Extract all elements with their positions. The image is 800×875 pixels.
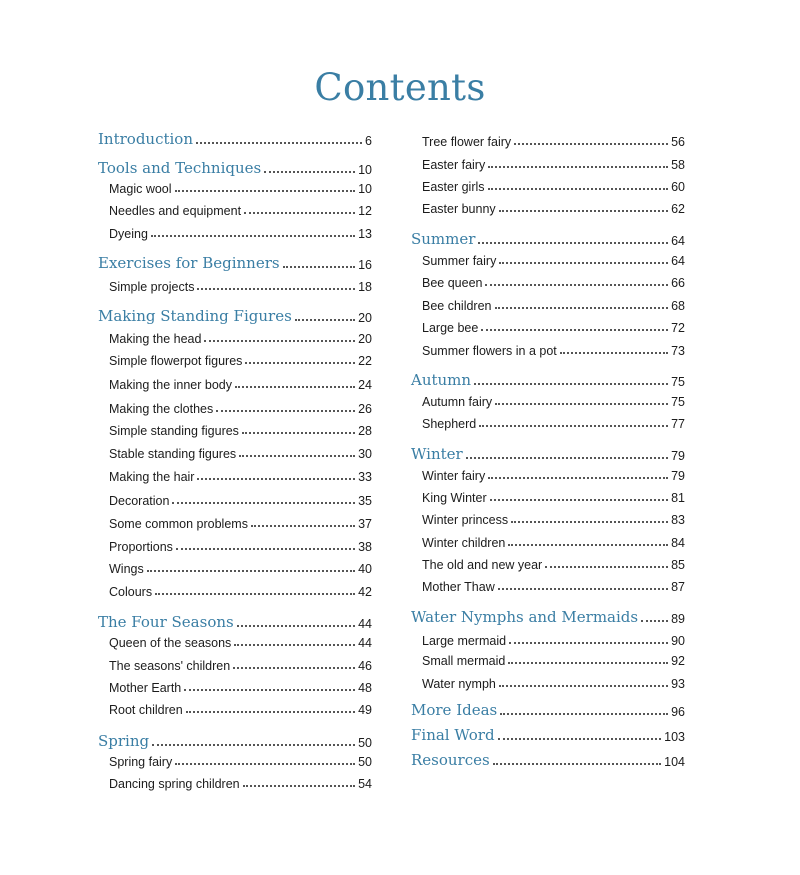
toc-section-title: Winter [411, 445, 463, 463]
toc-entry[interactable] [411, 528, 685, 550]
page-number: 6 [365, 134, 372, 148]
toc-entry[interactable] [98, 394, 372, 416]
dot-leader [242, 432, 355, 434]
page-number: 13 [358, 227, 372, 241]
page-number: 10 [358, 182, 372, 196]
dot-leader [175, 763, 355, 765]
toc-subentry-title: Water nymph [422, 677, 496, 691]
page-number: 93 [671, 677, 685, 691]
toc-subentry-title: Wings [109, 562, 144, 576]
toc-subentry-title: Colours [109, 585, 153, 599]
page-number: 35 [358, 494, 372, 508]
page-number: 60 [671, 180, 685, 194]
page-number: 18 [358, 280, 372, 294]
toc-subentry-title: Winter children [422, 536, 506, 550]
page-number: 49 [358, 703, 372, 717]
dot-leader [508, 662, 668, 664]
dot-leader [488, 188, 669, 190]
toc-subentry-title: Magic wool [109, 182, 172, 196]
toc-entry[interactable] [411, 291, 685, 313]
dot-leader [216, 410, 355, 412]
toc-subentry-title: The seasons' children [109, 659, 231, 673]
page-number: 42 [358, 585, 372, 599]
toc-subentry-title: Large bee [422, 321, 479, 335]
toc-entry[interactable] [98, 554, 372, 576]
toc-subentry-title: Winter fairy [422, 469, 486, 483]
toc-subentry-title: Large mermaid [422, 634, 507, 648]
toc-subentry-title: Simple standing figures [109, 424, 239, 438]
dot-leader [508, 544, 668, 546]
dot-leader [474, 383, 668, 385]
toc-entry[interactable] [411, 194, 685, 216]
dot-leader [466, 457, 668, 459]
toc-entry[interactable] [411, 226, 685, 248]
page-number: 85 [671, 558, 685, 572]
dot-leader [488, 166, 668, 168]
toc-entry[interactable] [98, 509, 372, 531]
dot-leader [295, 319, 355, 321]
toc-subentry-title: The old and new year [422, 558, 543, 572]
page-number: 48 [358, 681, 372, 695]
page-number: 33 [358, 470, 372, 484]
page-number: 90 [671, 634, 685, 648]
page-number: 68 [671, 299, 685, 313]
toc-subentry-title: Mother Thaw [422, 580, 495, 594]
toc-entry[interactable] [411, 572, 685, 594]
page-title: Contents [314, 66, 486, 109]
dot-leader [514, 143, 668, 145]
dot-leader [498, 738, 662, 740]
dot-leader [235, 386, 355, 388]
dot-leader [251, 525, 355, 527]
dot-leader [264, 171, 355, 173]
page-number: 40 [358, 562, 372, 576]
dot-leader [488, 477, 668, 479]
toc-entry[interactable] [411, 441, 685, 463]
dot-leader [204, 340, 355, 342]
toc-entry[interactable] [98, 370, 372, 392]
dot-leader [499, 262, 668, 264]
page-number: 75 [671, 375, 685, 389]
page-number: 87 [671, 580, 685, 594]
toc-subentry-title: Needles and equipment [109, 204, 242, 218]
dot-leader [151, 235, 355, 237]
toc-subentry-title: Dyeing [109, 227, 148, 241]
page-number: 62 [671, 202, 685, 216]
toc-subentry-title: Making the inner body [109, 378, 232, 392]
toc-entry[interactable] [411, 550, 685, 572]
dot-leader [283, 266, 356, 268]
page-number: 89 [671, 612, 685, 626]
page-number: 73 [671, 344, 685, 358]
toc-entry[interactable] [411, 483, 685, 505]
toc-subentry-title: Dancing spring children [109, 777, 240, 791]
page-number: 28 [358, 424, 372, 438]
dot-leader [479, 425, 668, 427]
toc-entry[interactable] [411, 150, 685, 172]
page-number: 50 [358, 755, 372, 769]
toc-section-title: Final Word [411, 726, 495, 744]
dot-leader [245, 362, 355, 364]
toc-subentry-title: Bee queen [422, 276, 483, 290]
toc-subentry-title: Root children [109, 703, 183, 717]
page-number: 79 [671, 449, 685, 463]
dot-leader [481, 329, 668, 331]
toc-subentry-title: King Winter [422, 491, 487, 505]
toc-entry[interactable] [411, 172, 685, 194]
toc-entry[interactable] [98, 486, 372, 508]
dot-leader [498, 588, 668, 590]
dot-leader [186, 711, 355, 713]
toc-entry[interactable] [98, 673, 372, 695]
toc-entry[interactable] [411, 367, 685, 389]
toc-entry[interactable] [411, 669, 685, 691]
toc-entry[interactable] [98, 324, 372, 346]
toc-subentry-title: Bee children [422, 299, 492, 313]
toc-section-title: Resources [411, 751, 490, 769]
toc-section-title: Autumn [411, 371, 472, 389]
toc-entry[interactable] [98, 416, 372, 438]
dot-leader [237, 625, 355, 627]
toc-subentry-title: Small mermaid [422, 654, 506, 668]
toc-subentry-title: Winter princess [422, 513, 509, 527]
page-number: 79 [671, 469, 685, 483]
toc-subentry-title: Summer flowers in a pot [422, 344, 557, 358]
toc-subentry-title: Making the hair [109, 470, 195, 484]
page-number: 72 [671, 321, 685, 335]
page-number: 103 [664, 730, 685, 744]
dot-leader [147, 570, 355, 572]
toc-entry[interactable] [98, 747, 372, 769]
dot-leader [196, 142, 362, 144]
page-number: 44 [358, 636, 372, 650]
dot-leader [500, 713, 668, 715]
dot-leader [495, 403, 668, 405]
dot-leader [175, 190, 356, 192]
toc-subentry-title: Simple projects [109, 280, 195, 294]
dot-leader [243, 785, 355, 787]
page-number: 77 [671, 417, 685, 431]
toc-subentry-title: Easter fairy [422, 158, 486, 172]
toc-entry[interactable] [411, 604, 685, 626]
dot-leader [233, 667, 355, 669]
page-number: 12 [358, 204, 372, 218]
toc-subentry-title: Easter girls [422, 180, 485, 194]
toc-entry[interactable] [98, 577, 372, 599]
page-number: 81 [671, 491, 685, 505]
page-number: 64 [671, 254, 685, 268]
toc-entry[interactable] [98, 695, 372, 717]
toc-section-title: More Ideas [411, 701, 498, 719]
toc-subentry-title: Queen of the seasons [109, 636, 232, 650]
page-number: 20 [358, 311, 372, 325]
toc-subentry-title: Simple flowerpot figures [109, 354, 243, 368]
toc-entry[interactable] [411, 246, 685, 268]
toc-entry[interactable] [98, 439, 372, 461]
page-number: 24 [358, 378, 372, 392]
toc-entry[interactable] [411, 722, 685, 744]
dot-leader [499, 685, 668, 687]
dot-leader [485, 284, 668, 286]
toc-entry[interactable] [411, 461, 685, 483]
dot-leader [495, 307, 669, 309]
toc-entry[interactable] [98, 651, 372, 673]
page-number: 22 [358, 354, 372, 368]
toc-section-title: Exercises for Beginners [98, 254, 280, 272]
dot-leader [478, 242, 668, 244]
dot-leader [197, 288, 355, 290]
toc-entry[interactable] [411, 747, 685, 769]
dot-leader [490, 499, 668, 501]
page-number: 56 [671, 135, 685, 149]
dot-leader [244, 212, 355, 214]
toc-entry[interactable] [411, 268, 685, 290]
page-number: 26 [358, 402, 372, 416]
toc-subentry-title: Tree flower fairy [422, 135, 512, 149]
toc-subentry-title: Shepherd [422, 417, 477, 431]
toc-entry[interactable] [411, 313, 685, 335]
page-number: 50 [358, 736, 372, 750]
toc-subentry-title: Making the head [109, 332, 202, 346]
page-number: 16 [358, 258, 372, 272]
toc-entry[interactable] [98, 769, 372, 791]
page-number: 20 [358, 332, 372, 346]
toc-entry[interactable] [411, 387, 685, 409]
toc-subentry-title: Making the clothes [109, 402, 214, 416]
page-number: 44 [358, 617, 372, 631]
toc-entry[interactable] [98, 532, 372, 554]
toc-section-title: Water Nymphs and Mermaids [411, 608, 639, 626]
toc-entry[interactable] [98, 462, 372, 484]
page-number: 54 [358, 777, 372, 791]
dot-leader [511, 521, 668, 523]
toc-entry[interactable] [98, 250, 372, 272]
dot-leader [641, 620, 668, 622]
dot-leader [184, 689, 355, 691]
dot-leader [176, 548, 355, 550]
toc-entry[interactable] [98, 346, 372, 368]
toc-section-title: The Four Seasons [98, 613, 234, 631]
toc-entry[interactable] [98, 126, 372, 148]
page-number: 64 [671, 234, 685, 248]
toc-entry[interactable] [411, 646, 685, 668]
page-number: 83 [671, 513, 685, 527]
toc-section-title: Making Standing Figures [98, 307, 292, 325]
page-number: 84 [671, 536, 685, 550]
toc-subentry-title: Stable standing figures [109, 447, 237, 461]
toc-subentry-title: Mother Earth [109, 681, 182, 695]
page-number: 30 [358, 447, 372, 461]
toc-section-title: Summer [411, 230, 476, 248]
dot-leader [493, 763, 661, 765]
toc-subentry-title: Some common problems [109, 517, 248, 531]
dot-leader [239, 455, 355, 457]
dot-leader [152, 744, 355, 746]
toc-subentry-title: Summer fairy [422, 254, 497, 268]
toc-section-title: Introduction [98, 130, 193, 148]
toc-entry[interactable] [98, 272, 372, 294]
toc-entry[interactable] [411, 336, 685, 358]
toc-entry[interactable] [411, 505, 685, 527]
toc-entry[interactable] [411, 409, 685, 431]
page-number: 96 [671, 705, 685, 719]
toc-entry[interactable] [411, 626, 685, 648]
toc-subentry-title: Spring fairy [109, 755, 173, 769]
page-number: 10 [358, 163, 372, 177]
dot-leader [234, 644, 355, 646]
toc-subentry-title: Decoration [109, 494, 170, 508]
dot-leader [197, 478, 355, 480]
toc-subentry-title: Proportions [109, 540, 173, 554]
page-number: 66 [671, 276, 685, 290]
toc-entry[interactable] [411, 697, 685, 719]
page-number: 75 [671, 395, 685, 409]
dot-leader [509, 642, 668, 644]
page-number: 46 [358, 659, 372, 673]
toc-subentry-title: Autumn fairy [422, 395, 493, 409]
dot-leader [172, 502, 355, 504]
page-number: 37 [358, 517, 372, 531]
dot-leader [560, 352, 668, 354]
page-number: 38 [358, 540, 372, 554]
toc-entry[interactable] [98, 174, 372, 196]
toc-entry[interactable] [98, 219, 372, 241]
page-number: 92 [671, 654, 685, 668]
toc-entry[interactable] [98, 303, 372, 325]
toc-section-title: Spring [98, 732, 150, 750]
toc-entry[interactable] [98, 628, 372, 650]
dot-leader [545, 566, 668, 568]
toc-subentry-title: Easter bunny [422, 202, 496, 216]
dot-leader [155, 593, 355, 595]
toc-entry[interactable] [411, 127, 685, 149]
toc-entry[interactable] [98, 196, 372, 218]
page-number: 104 [664, 755, 685, 769]
dot-leader [499, 210, 668, 212]
page-number: 58 [671, 158, 685, 172]
toc-section-title: Tools and Techniques [98, 159, 262, 177]
